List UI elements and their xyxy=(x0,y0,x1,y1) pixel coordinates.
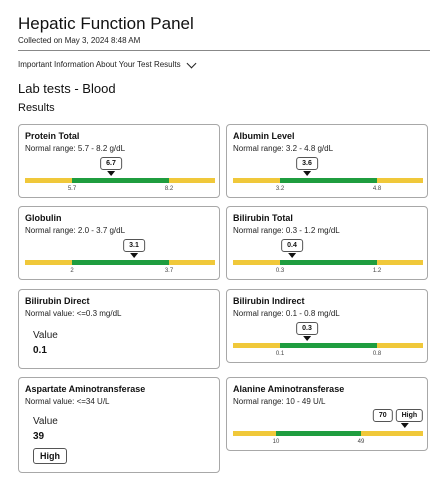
range-bar xyxy=(233,343,423,357)
value-badge: 3.1 xyxy=(123,239,145,252)
result-card-bilirubin-indirect xyxy=(226,289,428,363)
normal-range-segment xyxy=(280,178,377,183)
result-card-alt xyxy=(226,377,428,451)
value-marker xyxy=(100,157,122,176)
value-marker xyxy=(296,322,318,341)
value-marker xyxy=(373,409,423,428)
normal-range: Normal range: 5.7 - 8.2 g/dL xyxy=(25,144,126,153)
value-badge: 6.7 xyxy=(100,157,122,170)
normal-range: Normal range: 3.2 - 4.8 g/dL xyxy=(233,144,334,153)
normal-range: Normal range: 0.3 - 1.2 mg/dL xyxy=(233,226,340,235)
range-low-label: 3.2 xyxy=(275,186,285,192)
range-bar xyxy=(25,178,215,192)
result-card-ast xyxy=(18,377,220,473)
normal-range: Normal value: <=0.3 mg/dL xyxy=(25,309,122,318)
value-badge: 70 xyxy=(373,409,393,422)
range-low-label: 10 xyxy=(272,439,280,445)
range-bar xyxy=(233,260,423,274)
test-name: Bilirubin Direct xyxy=(25,296,90,306)
range-low-label: 0.1 xyxy=(275,351,285,357)
header-divider xyxy=(18,50,430,51)
high-flag-badge: High xyxy=(396,409,424,422)
value-text: 39 xyxy=(33,431,45,442)
important-info-label: Important Information About Your Test Results xyxy=(18,60,181,69)
value-badge: 0.4 xyxy=(281,239,303,252)
value-badge: 0.3 xyxy=(296,322,318,335)
high-flag-badge: High xyxy=(33,448,67,464)
marker-pointer-icon xyxy=(303,336,311,341)
page-title: Hepatic Function Panel xyxy=(18,14,194,33)
normal-range-segment xyxy=(280,260,377,265)
range-low-label: 2 xyxy=(70,268,74,274)
test-name: Bilirubin Total xyxy=(233,213,293,223)
collected-date: Collected on May 3, 2024 8:48 AM xyxy=(18,36,141,45)
range-bar xyxy=(25,260,215,274)
result-card-protein-total xyxy=(18,124,220,198)
range-high-label: 0.8 xyxy=(372,351,382,357)
value-label: Value xyxy=(33,416,58,427)
value-text: 0.1 xyxy=(33,345,47,356)
range-high-label: 1.2 xyxy=(372,268,382,274)
marker-pointer-icon xyxy=(107,171,115,176)
normal-range: Normal range: 10 - 49 U/L xyxy=(233,397,326,406)
result-card-bilirubin-direct xyxy=(18,289,220,369)
normal-range-segment xyxy=(72,178,169,183)
value-badge: 3.6 xyxy=(296,157,318,170)
result-card-bilirubin-total xyxy=(226,206,428,280)
normal-range-segment xyxy=(276,431,361,436)
result-card-globulin xyxy=(18,206,220,280)
normal-range: Normal range: 2.0 - 3.7 g/dL xyxy=(25,226,126,235)
test-name: Albumin Level xyxy=(233,131,295,141)
range-high-label: 3.7 xyxy=(164,268,174,274)
section-title: Lab tests - Blood xyxy=(18,81,116,96)
range-bar xyxy=(233,431,423,445)
test-name: Aspartate Aminotransferase xyxy=(25,384,146,394)
range-low-label: 0.3 xyxy=(275,268,285,274)
important-info-toggle[interactable] xyxy=(18,60,195,69)
test-name: Alanine Aminotransferase xyxy=(233,384,345,394)
range-bar xyxy=(233,178,423,192)
marker-pointer-icon xyxy=(130,253,138,258)
result-card-albumin xyxy=(226,124,428,198)
test-name: Bilirubin Indirect xyxy=(233,296,305,306)
value-badge-row xyxy=(373,409,423,422)
value-marker xyxy=(296,157,318,176)
marker-pointer-icon xyxy=(401,423,409,428)
normal-range: Normal value: <=34 U/L xyxy=(25,397,110,406)
range-high-label: 4.8 xyxy=(372,186,382,192)
test-name: Protein Total xyxy=(25,131,80,141)
normal-range-segment xyxy=(72,260,169,265)
range-high-label: 49 xyxy=(357,439,365,445)
test-name: Globulin xyxy=(25,213,62,223)
chevron-down-icon xyxy=(186,58,196,68)
value-marker xyxy=(123,239,145,258)
range-high-label: 8.2 xyxy=(164,186,174,192)
range-low-label: 5.7 xyxy=(67,186,77,192)
value-marker xyxy=(281,239,303,258)
normal-range: Normal range: 0.1 - 0.8 mg/dL xyxy=(233,309,340,318)
value-label: Value xyxy=(33,330,58,341)
marker-pointer-icon xyxy=(288,253,296,258)
results-heading: Results xyxy=(18,102,55,114)
marker-pointer-icon xyxy=(303,171,311,176)
normal-range-segment xyxy=(280,343,377,348)
